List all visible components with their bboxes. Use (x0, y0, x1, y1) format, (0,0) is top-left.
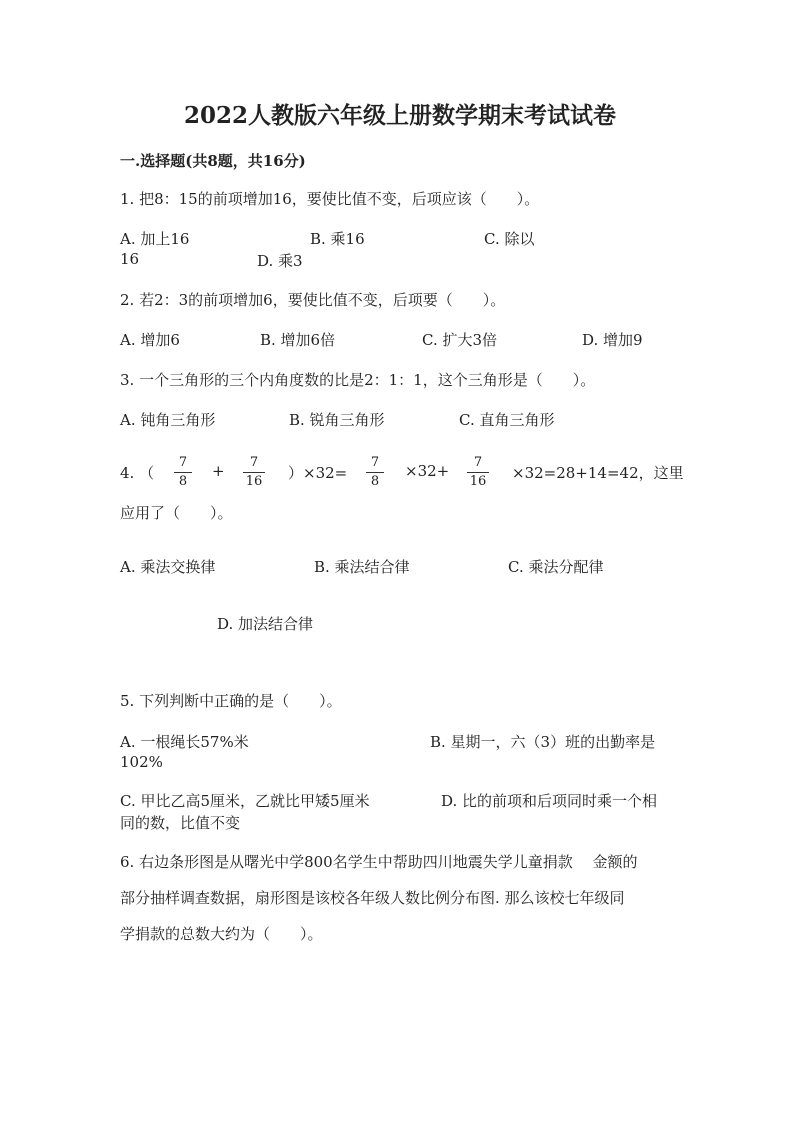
q1-option-d: D. 乘3 (257, 252, 303, 270)
q4-option-d: D. 加法结合律 (217, 615, 314, 633)
q3-option-b: B. 锐角三角形 (289, 411, 385, 429)
q4-fraction-2-denominator: 16 (245, 474, 263, 489)
q4-fraction-3 (366, 455, 384, 490)
q4-end: ×32=28+14=42，这里 (512, 464, 684, 482)
q4-line-2: 应用了（ ）。 (120, 504, 233, 522)
q4-fraction-1-denominator: 8 (178, 474, 188, 489)
q4-fraction-3-numerator: 7 (370, 455, 380, 470)
q4-plus: + (212, 462, 225, 480)
q3-option-c: C. 直角三角形 (459, 411, 555, 429)
q4-middle-1: ）×32= (288, 464, 348, 482)
q4-option-b: B. 乘法结合律 (314, 558, 410, 576)
q5-option-c: C. 甲比乙高5厘米，乙就比甲矮5厘米 (120, 792, 370, 810)
q2-option-d: D. 增加9 (582, 331, 643, 349)
section-heading: 一.选择题(共8题，共16分) (120, 152, 306, 170)
q4-fraction-1-numerator: 7 (178, 455, 188, 470)
q1-option-c: C. 除以 (484, 230, 535, 248)
q1-option-c-continued: 16 (120, 250, 140, 268)
q4-fraction-3-denominator: 8 (370, 474, 380, 489)
q4-fraction-4-numerator: 7 (473, 455, 483, 470)
page-title: 2022人教版六年级上册数学期末考试试卷 (183, 102, 616, 129)
q5-option-d: D. 比的前项和后项同时乘一个相 (441, 792, 658, 810)
q5-stem: 5. 下列判断中正确的是（ ）。 (120, 692, 342, 710)
q2-option-c: C. 扩大3倍 (422, 331, 498, 349)
q3-option-a: A. 钝角三角形 (120, 411, 216, 429)
q2-option-a: A. 增加6 (120, 331, 180, 349)
q3-stem: 3. 一个三角形的三个内角度数的比是2：1：1，这个三角形是（ ）。 (120, 371, 596, 389)
q4-fraction-4-denominator: 16 (469, 474, 487, 489)
q4-open: 4. （ (120, 464, 155, 482)
q4-middle-2: ×32+ (405, 462, 450, 480)
q5-option-a: A. 一根绳长57%米 (120, 733, 249, 751)
q4-option-c: C. 乘法分配律 (508, 558, 604, 576)
q6-line-1: 6. 右边条形图是从曙光中学800名学生中帮助四川地震失学儿童捐款 金额的 (120, 853, 638, 871)
q5-option-b-continued: 102% (120, 753, 163, 771)
q4-fraction-4 (467, 455, 489, 490)
q1-option-b: B. 乘16 (310, 230, 365, 248)
q4-fraction-2 (243, 455, 265, 490)
q2-option-b: B. 增加6倍 (260, 331, 336, 349)
q6-line-3: 学捐款的总数大约为（ ）。 (120, 925, 323, 943)
q1-stem: 1. 把8：15的前项增加16，要使比值不变，后项应该（ ）。 (120, 190, 540, 208)
q1-option-a: A. 加上16 (120, 230, 190, 248)
q5-option-b: B. 星期一，六（3）班的出勤率是 (430, 733, 656, 751)
q4-fraction-2-numerator: 7 (249, 455, 259, 470)
q4-fraction-1 (174, 455, 192, 490)
q5-option-d-continued: 同的数，比值不变 (120, 814, 241, 832)
q2-stem: 2. 若2：3的前项增加6，要使比值不变，后项要（ ）。 (120, 291, 506, 309)
q4-option-a: A. 乘法交换律 (120, 558, 216, 576)
q6-line-2: 部分抽样调查数据，扇形图是该校各年级人数比例分布图. 那么该校七年级同 (120, 889, 625, 907)
